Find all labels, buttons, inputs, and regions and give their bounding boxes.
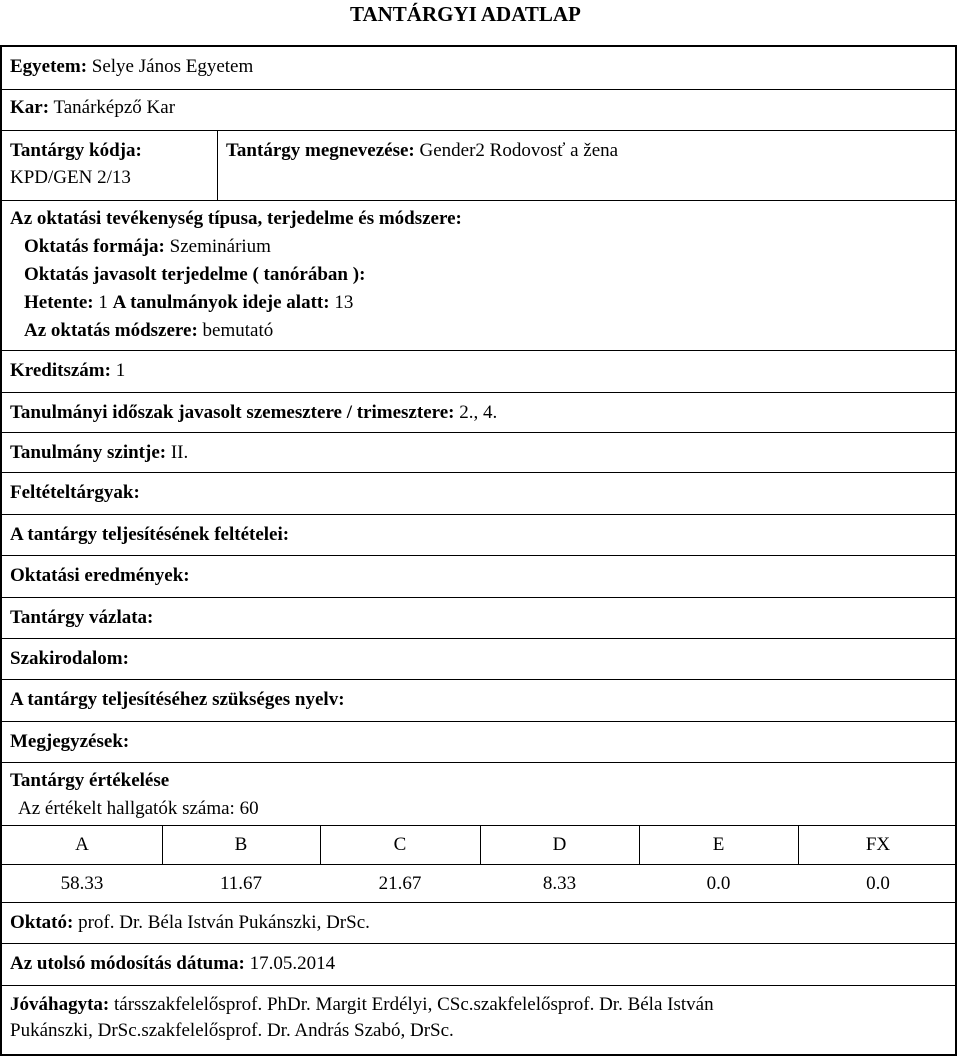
approved-label: Jóváhagyta: bbox=[10, 994, 110, 1015]
language-label: A tantárgy teljesítéséhez szükséges nyelv: bbox=[10, 689, 345, 710]
course-code-cell bbox=[10, 137, 210, 191]
course-code-value: KPD/GEN 2/13 bbox=[10, 167, 131, 188]
weekly-label: Hetente: bbox=[24, 292, 94, 313]
course-row-divider bbox=[217, 131, 218, 200]
language-row bbox=[2, 679, 955, 721]
semester-row bbox=[2, 392, 955, 432]
course-name-label: Tantárgy megnevezése: bbox=[226, 140, 415, 161]
grade-header-b: B bbox=[234, 834, 248, 855]
grade-header-e: E bbox=[712, 834, 725, 855]
course-name-value: Gender2 Rodovosť a žena bbox=[414, 140, 619, 161]
form-label: Oktatás formája: bbox=[24, 236, 165, 257]
notes-label: Megjegyzések: bbox=[10, 731, 130, 752]
prerequisites-row bbox=[2, 472, 955, 514]
credits-row bbox=[2, 350, 955, 392]
faculty-value: Tanárképző Kar bbox=[49, 97, 176, 118]
course-name-cell bbox=[226, 137, 618, 164]
outline-row bbox=[2, 597, 955, 638]
course-row bbox=[2, 130, 955, 200]
university-value: Selye János Egyetem bbox=[87, 56, 254, 77]
grade-value-c: 21.67 bbox=[378, 873, 422, 894]
form-value: Szeminárium bbox=[164, 236, 271, 257]
notes-row bbox=[2, 721, 955, 762]
approved-row bbox=[2, 985, 955, 1054]
teacher-value: prof. Dr. Béla István Pukánszki, DrSc. bbox=[73, 912, 370, 933]
grade-value-e: 0.0 bbox=[706, 873, 731, 894]
method-value: bemutató bbox=[197, 320, 274, 341]
evaluation-row bbox=[2, 762, 955, 902]
total-label: A tanulmányok ideje alatt: bbox=[112, 292, 330, 313]
evaluated-count: Az értékelt hallgatók száma: 60 bbox=[18, 798, 259, 819]
requirements-label: A tantárgy teljesítésének feltételei: bbox=[10, 524, 290, 545]
grade-value-a: 58.33 bbox=[60, 873, 104, 894]
last-modified-value: 17.05.2014 bbox=[244, 953, 336, 974]
level-value: II. bbox=[166, 442, 189, 463]
university-label: Egyetem: bbox=[10, 56, 88, 77]
level-row bbox=[2, 432, 955, 472]
grade-header-c: C bbox=[393, 834, 407, 855]
grade-value-fx: 0.0 bbox=[866, 873, 890, 894]
grade-header-a: A bbox=[75, 834, 89, 855]
activity-heading: Az oktatási tevékenység típusa, terjedelme és módszere: bbox=[10, 208, 462, 229]
activity-row bbox=[2, 200, 955, 350]
last-modified-row bbox=[2, 943, 955, 985]
faculty-row bbox=[2, 89, 955, 130]
literature-row bbox=[2, 638, 955, 679]
weekly-value: 1 bbox=[93, 292, 113, 313]
title-text: TANTÁRGYI ADATLAP bbox=[350, 2, 581, 26]
course-code-label: Tantárgy kódja: bbox=[10, 140, 142, 161]
teacher-label: Oktató: bbox=[10, 912, 74, 933]
credits-label: Kreditszám: bbox=[10, 360, 111, 381]
prerequisites-label: Feltételtárgyak: bbox=[10, 482, 140, 503]
level-label: Tanulmány szintje: bbox=[10, 442, 167, 463]
grade-value-d: 8.33 bbox=[542, 873, 577, 894]
semester-label: Tanulmányi időszak javasolt szemesztere / trimesztere: bbox=[10, 402, 455, 423]
grade-header-d: D bbox=[552, 834, 567, 855]
approved-line-1: társszakfelelősprof. PhDr. Margit Erdélyi, CSc.szakfelelősprof. Dr. Béla István bbox=[109, 994, 714, 1015]
evaluation-heading: Tantárgy értékelése bbox=[10, 770, 170, 791]
semester-value: 2., 4. bbox=[454, 402, 498, 423]
approved-line-2: Pukánszki, DrSc.szakfelelősprof. Dr. András Szabó, DrSc. bbox=[10, 1020, 454, 1041]
requirements-row bbox=[2, 514, 955, 555]
outline-label: Tantárgy vázlata: bbox=[10, 607, 154, 628]
university-row bbox=[2, 53, 955, 81]
method-label: Az oktatás módszere: bbox=[24, 320, 198, 341]
total-value: 13 bbox=[329, 292, 354, 313]
credits-value: 1 bbox=[110, 360, 126, 381]
teacher-row bbox=[2, 902, 955, 943]
outcomes-row bbox=[2, 555, 955, 597]
outcomes-label: Oktatási eredmények: bbox=[10, 565, 190, 586]
grade-header-fx: FX bbox=[865, 834, 891, 855]
literature-label: Szakirodalom: bbox=[10, 648, 129, 669]
scope-label: Oktatás javasolt terjedelme ( tanórában ): bbox=[24, 264, 366, 285]
grade-value-b: 11.67 bbox=[219, 873, 263, 894]
last-modified-label: Az utolsó módosítás dátuma: bbox=[10, 953, 245, 974]
datasheet-frame bbox=[0, 45, 957, 1056]
grade-table bbox=[2, 825, 955, 903]
faculty-label: Kar: bbox=[10, 97, 50, 118]
